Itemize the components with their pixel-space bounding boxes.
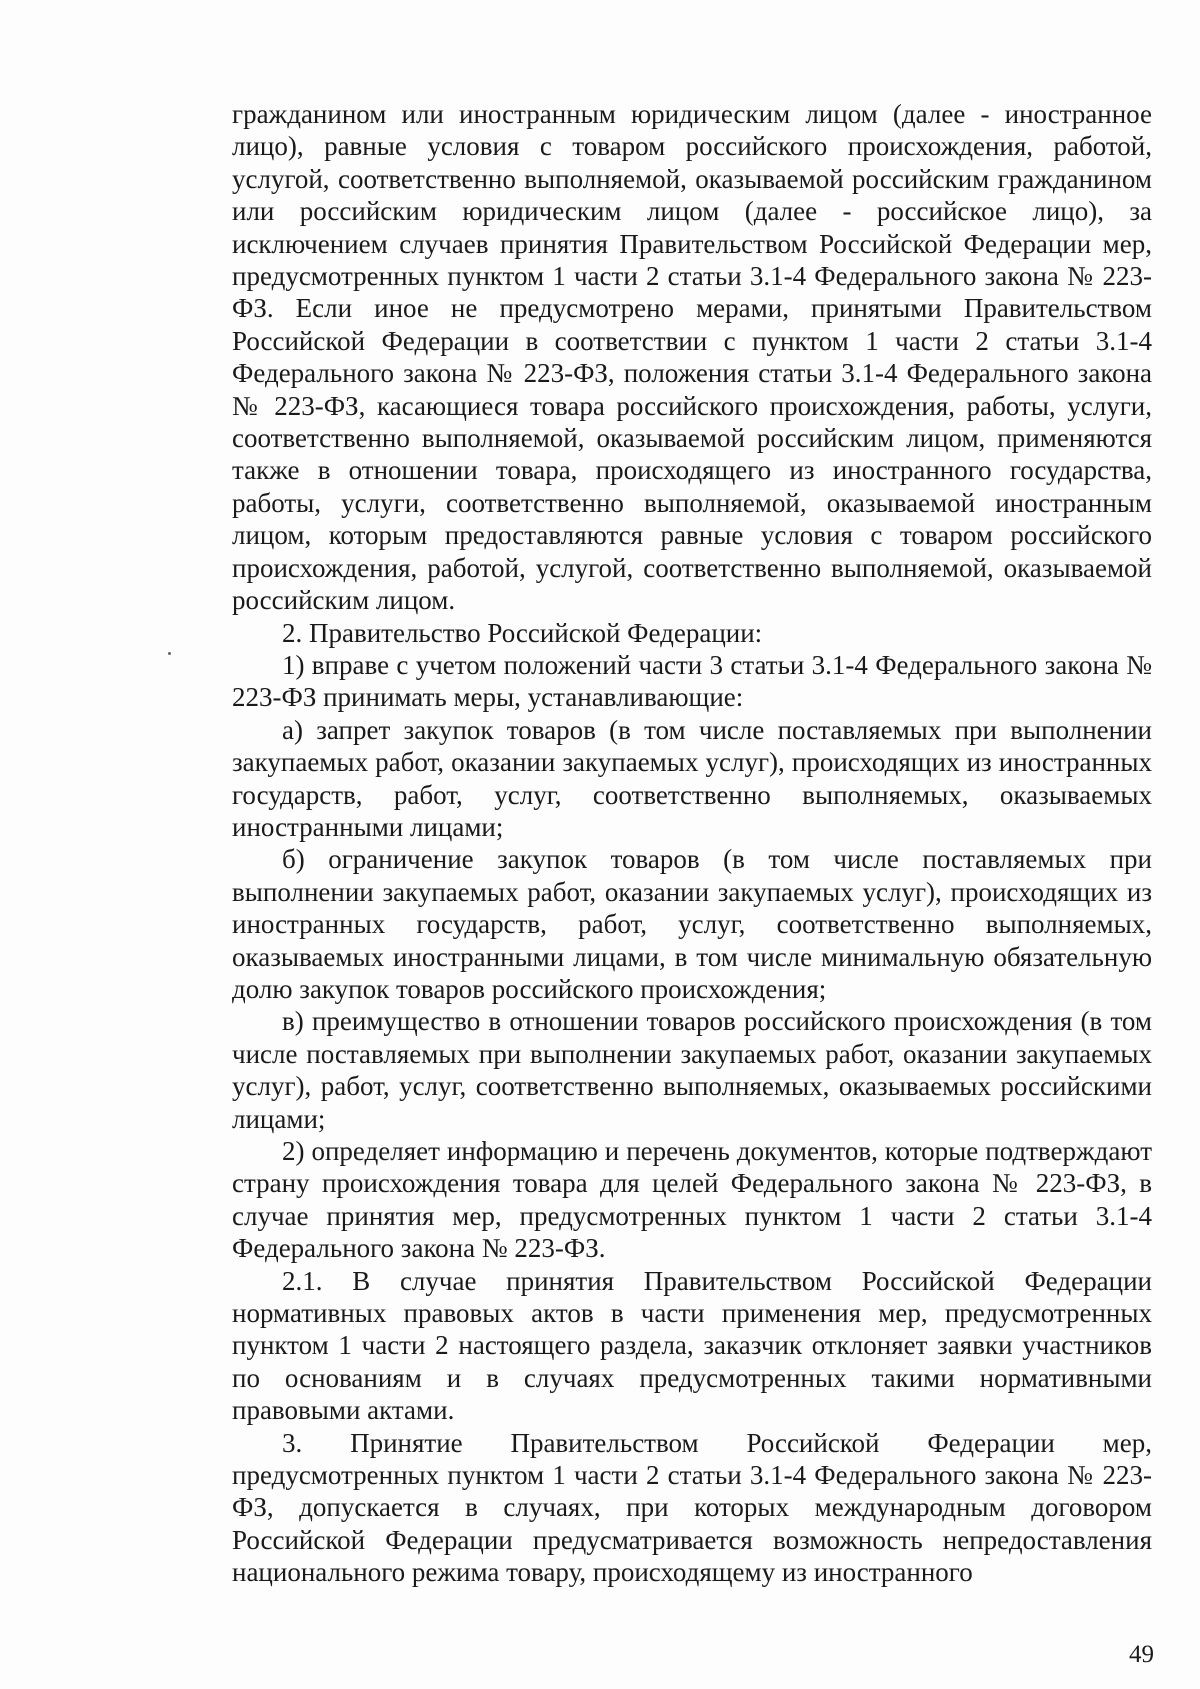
page-number: 49 bbox=[1129, 1641, 1154, 1668]
paragraph-section-2-1: 2.1. В случае принятия Правительством Российской Федерации нормативных правовых актов в части применения мер, предусмотренных пунктом 1 части 2 настоящего раздела, заказчик отклоняет заявки участников по основаниям и в случаях предусмотренных такими нормативными правовыми актами. bbox=[232, 1265, 1152, 1426]
scan-speck bbox=[168, 652, 171, 655]
paragraph-item-1: 1) вправе с учетом положений части 3 статьи 3.1-4 Федерального закона № 223-ФЗ принимать меры, устанавливающие: bbox=[232, 649, 1152, 713]
paragraph-section-3: 3. Принятие Правительством Российской Федерации мер, предусмотренных пунктом 1 части 2 статьи 3.1-4 Федерального закона № 223-ФЗ, допускается в случаях, при которых международным договором Российской Федерации предусматривается возможность непредоставления национального режима товару, происходящему из иностранного bbox=[232, 1427, 1152, 1588]
paragraph-item-2: 2) определяет информацию и перечень документов, которые подтверждают страну происхождения товара для целей Федерального закона № 223-ФЗ, в случае принятия мер, предусмотренных пунктом 1 части 2 статьи 3.1-4 Федерального закона № 223-ФЗ. bbox=[232, 1136, 1152, 1264]
paragraph-item-a: а) запрет закупок товаров (в том числе поставляемых при выполнении закупаемых работ, оказании закупаемых услуг), происходящих из иностранных государств, работ, услуг, соответственно выполняемых, оказываемых иностранными лицами; bbox=[232, 714, 1152, 842]
paragraph-continuation: гражданином или иностранным юридическим лицом (далее - иностранное лицо), равные условия с товаром российского происхождения, работой, услугой, соответственно выполняемой, оказываемой российским гражданином или российским юридическим лицом (далее - российское лицо), за исключением случаев принятия Правительством Российской Федерации мер, предусмотренных пунктом 1 части 2 статьи 3.1-4 Федерального закона № 223-ФЗ. Если иное не предусмотрено мерами, принятыми Правительством Российской Федерации в соответствии с пунктом 1 части 2 статьи 3.1-4 Федерального закона № 223-ФЗ, положения статьи 3.1-4 Федерального закона № 223-ФЗ, касающиеся товара российского происхождения, работы, услуги, соответственно выполняемой, оказываемой российским лицом, применяются также в отношении товара, происходящего из иностранного государства, работы, услуги, соответственно выполняемой, оказываемой иностранным лицом, которым предоставляются равные условия с товаром российского происхождения, работой, услугой, соответственно выполняемой, оказываемой российским лицом. bbox=[232, 99, 1152, 616]
paragraph-item-v: в) преимущество в отношении товаров российского происхождения (в том числе поставляемых при выполнении закупаемых работ, оказании закупаемых услуг), работ, услуг, соответственно выполняемых, оказываемых российскими лицами; bbox=[232, 1006, 1152, 1134]
document-body bbox=[232, 98, 1152, 1589]
paragraph-item-b: б) ограничение закупок товаров (в том числе поставляемых при выполнении закупаемых работ, оказании закупаемых услуг), происходящих из иностранных государств, работ, услуг, соответственно выполняемых, оказываемых иностранными лицами, в том числе минимальную обязательную долю закупок товаров российского происхождения; bbox=[232, 844, 1152, 1004]
paragraph-section-2: 2. Правительство Российской Федерации: bbox=[282, 617, 763, 648]
